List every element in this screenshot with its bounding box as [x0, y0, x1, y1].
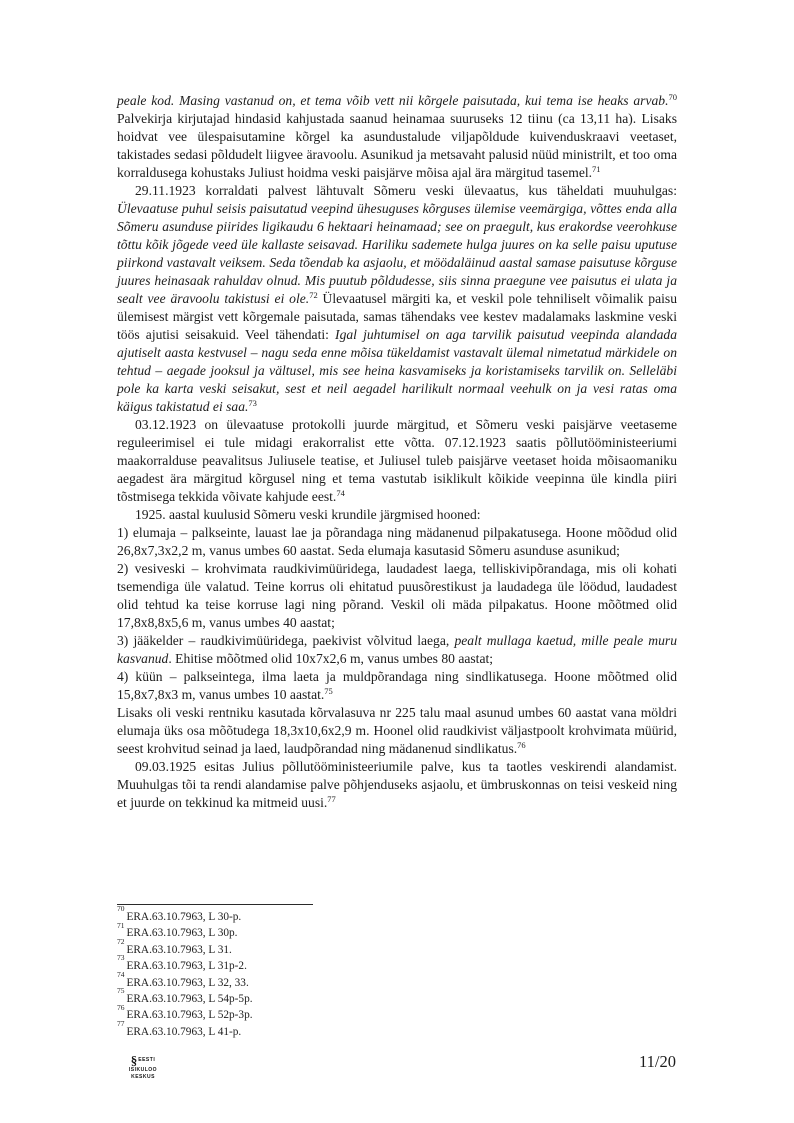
logo-top-row [119, 1054, 167, 1067]
list-item-vesiveski [117, 560, 677, 632]
footnote-71 [117, 920, 677, 941]
body-text: Palvekirja kirjutajad hindasid kahjustada saanud heinamaa suuruseks 12 tiinu (ca 13,11 ha). Lisaks hoidvat vee ülespaisutamine kõrgel ka asundustalude viljapõldude kuivenduskraavi veetaset, takistades sedasi põldudelt liigvee äravoolu. Asunikud ja metsavaht palusid nüüd ministrilt, et too oma korraldusega kohustaks Juliust hoidma veski paisjärve mõisa ajal ära märgitud tasemel. [117, 111, 677, 180]
footnote-number: 73 [117, 953, 125, 963]
body-text: . Ehitise mõõtmed olid 10x7x2,6 m, vanus umbes 80 aastat; [168, 651, 494, 666]
paragraph-inspection-29-11-1923 [117, 182, 677, 416]
footnote-text: ERA.63.10.7963, L 54p-5p. [126, 993, 253, 1006]
quoted-text: Ülevaatuse puhul seisis paisutatud veepind ühesuguses kõrguses ülemise veemärgiga, võttes enda alla Sõmeru asunduse piirides ligikaudu 6 hektaari heinamaad; see on praegult, kus erakordse veerohkuse tõttu kõik jõgede veed üle kallaste seisavad. Hariliku sademete hulga juures on ka selle paisu uputuse piirkond vastavalt veiksem. Seda tõendab ka asjaolu, et möödaläinud aastal samase paisutuse kõrguse juures heinasaak rahuldav olnud. Mis puutub põldudesse, siis sinna praegune vee paisutus ei ulata ja sealt vee äravoolu takistusi ei ole. [117, 201, 677, 306]
footnotes-section [117, 904, 677, 1040]
paragraph-additional-building [117, 704, 677, 758]
quoted-text: pealt mullaga kaetud, mille peale muru kasvanud [117, 633, 678, 666]
body-text: 2) vesiveski – krohvimata raudkivimüüridega, laudadest laega, telliskivipõrandaga, mis oli kohati tsemendiga üle valatud. Teine korrus oli ehitatud puusõrestikust ja laudadega üle löödud, laudadest olid tehtud ka teise korruse lagi ning põrand. Veskil oli mäda pilpakatus. Hoone mõõtmed olid 17,8x8,8x5,6 m, vanus umbes 40 aastat; [117, 561, 677, 630]
footnote-75 [117, 986, 677, 1007]
footnote-text: ERA.63.10.7963, L 31. [126, 943, 232, 956]
logo-text-line: EESTI [138, 1057, 156, 1063]
footnote-74 [117, 969, 677, 991]
quoted-text: peale kod. Masing vastanud on, et tema võib vett nii kõrgele paisutada, kui tema ise heaks arvab. [117, 93, 669, 108]
paragraph-buildings-intro [117, 506, 677, 524]
footnote-number: 76 [117, 1002, 125, 1012]
footnote-number: 71 [117, 920, 125, 930]
org-logo [119, 1054, 167, 1081]
footnote-number: 74 [117, 969, 125, 979]
footnote-72 [117, 937, 677, 958]
footnote-number: 72 [117, 937, 125, 947]
logo-text-line: KESKUS [131, 1074, 155, 1080]
body-text: 4) küün – palkseintega, ilma laeta ja muldpõrandaga ning sindlikatusega. Hoone mõõtmed olid 15,8x7,8x3 m, vanus umbes 10 aastat. [117, 669, 677, 702]
body-text: 03.12.1923 on ülevaatuse protokolli juurde märgitud, et Sõmeru veski paisjärve veetaseme reguleerimisel ei tule midagi erakorralist ette võtta. 07.12.1923 saatis põllutööministeeriumi maakorralduse peavalitsus Juliusele teatise, et Juliusel tuleb paisjärve veetaset hoida mõisaomaniku aegadest ära märgitud kõrgusel ning et tema vastutab isiklikult kõikide veepinna üle kindla piiri tõstmisega tekkida võivate kahjude eest. [117, 417, 677, 504]
footnote-70 [117, 904, 677, 925]
paragraph-petition [117, 92, 677, 182]
footnote-76 [117, 1002, 677, 1023]
list-item-elumaja [117, 524, 677, 560]
footnote-ref-70: 70 [668, 92, 677, 102]
section-symbol-icon: § [130, 1053, 138, 1068]
footnote-separator [117, 904, 313, 905]
footnote-text: ERA.63.10.7963, L 30p. [126, 927, 238, 940]
body-text: 1925. aastal kuulusid Sõmeru veski krundile järgmised hooned: [135, 507, 481, 522]
list-item-jaakelder [117, 632, 677, 668]
footnote-ref-73: 73 [248, 398, 257, 408]
footnote-text: ERA.63.10.7963, L 41-p. [126, 1025, 242, 1038]
body-text: Lisaks oli veski rentniku kasutada kõrvalasuva nr 225 talu maal asunud umbes 60 aastat vana möldri elumaja üks osa mõõtudega 18,3x10,6x2,9 m. Hoonel olid raudkivist väljastpoolt krohvimata müürid, seest krohvitud seinad ja laed, laudpõrandad ning mädanenud sindlikatus. [117, 705, 677, 756]
footnote-ref-72: 72 [309, 290, 318, 300]
footnote-ref-76: 76 [517, 740, 526, 750]
page-number: 11/20 [639, 1052, 676, 1071]
footnote-ref-71: 71 [592, 164, 601, 174]
paragraph-protocol-03-12-1923 [117, 416, 677, 506]
footnote-73 [117, 953, 677, 974]
quoted-text: Igal juhtumisel on aga tarvilik paisutud veepinda alandada ajutiselt aasta kestvusel – nagu seda enne mõisa tükeldamist vastavalt ülemal nimetatud märkidele on tehtud – aegade jooksul ja vältusel, mis see heina kasvamiseks ja koristamiseks tarvilik on. Selleläbi pole ka karta veski seisakut, sest et neil aegadel harilikult normaal veehulk on ja vesi ratas oma käigus takistatud ei saa. [117, 327, 677, 414]
footnote-text: ERA.63.10.7963, L 31p-2. [126, 960, 247, 973]
footnote-ref-75: 75 [324, 686, 333, 696]
footnote-ref-74: 74 [336, 488, 345, 498]
logo-text-line: ISIKULOO [128, 1067, 158, 1073]
footnote-77 [117, 1019, 677, 1040]
body-text: 09.03.1925 esitas Julius põllutööministeeriumile palve, kus ta taotles veskirendi alandamist. Muuhulgas tõi ta rendi alandamise palve põhjenduseks asjaolu, et ümbruskonnas on teisi veskeid ning et juurde on tekkinud ka mitmeid uusi. [117, 759, 677, 810]
footnote-text: ERA.63.10.7963, L 52p-3p. [126, 1009, 253, 1022]
footnote-text: ERA.63.10.7963, L 30-p. [126, 911, 242, 923]
footnote-text: ERA.63.10.7963, L 32, 33. [126, 976, 249, 989]
paragraph-rent-request [117, 758, 677, 812]
document-body [117, 92, 677, 812]
body-text: 3) jääkelder – raudkivimüüridega, paekivist võlvitud laega, [117, 633, 455, 648]
body-text: 29.11.1923 korraldati palvest lähtuvalt Sõmeru veski ülevaatus, kus täheldati muuhulgas: [135, 183, 677, 198]
body-text: 1) elumaja – palkseinte, lauast lae ja põrandaga ning mädanenud pilpakatusega. Hoone mõõdud olid 26,8x7,3x2,2 m, vanus umbes 60 aastat. Seda elumaja kasutasid Sõmeru asunduse asunikud; [117, 525, 677, 558]
footnote-number: 70 [117, 904, 125, 914]
footnote-ref-77: 77 [327, 794, 336, 804]
footnote-number: 77 [117, 1019, 125, 1029]
list-item-kuun [117, 668, 677, 704]
footnote-number: 75 [117, 986, 125, 996]
body-text: Ülevaatusel märgiti ka, et veskil pole tehniliselt võimalik paisu ülemisest märgist vett kõrgemale paisutada, samas tähendaks vee kestev madalamaks laskmine veski töös ajutisi seisakuid. Veel tähendati: [117, 291, 677, 342]
